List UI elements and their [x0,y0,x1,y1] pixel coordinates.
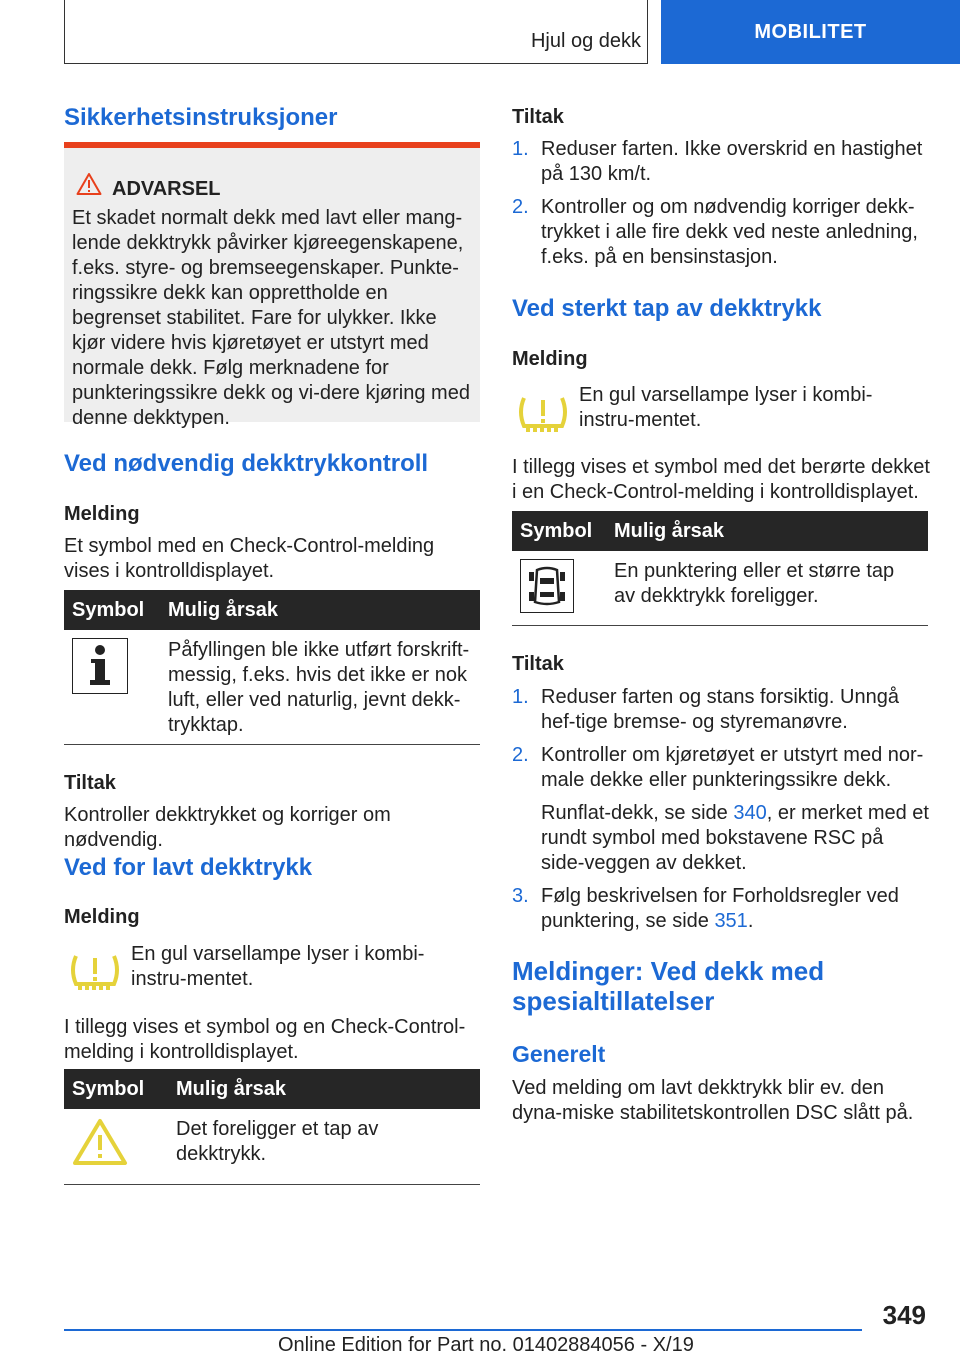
heading-melding-3: Melding [512,348,588,370]
edition-note: Online Edition for Part no. 01402884056 - X/19 [278,1334,694,1356]
warning-triangle-icon [76,172,102,196]
page-number: 349 [882,1300,926,1330]
list-item: 1. Reduser farten og stans forsiktig. Unngå hef-tige bremse- og styremanøvre. [512,686,899,733]
general-text: Ved melding om lavt dekktrykk blir ev. den dyna-miske stabilitetskontrollen DSC slått på. [512,1077,914,1124]
car-tire-icon [520,559,574,613]
page-link-340[interactable]: 340 [733,802,767,824]
list-item: 2. Kontroller og om nødvendig korriger dekk-trykket i alle fire dekk ved neste anledning, f.eks. på en bensinstasjon. [512,196,918,268]
melding-3-extra: I tillegg vises et symbol med det berørte dekket i en Check-Control-melding i kontrolldisplayet. [512,456,930,503]
tiltak-2-list [512,137,930,278]
warning-triangle-icon [72,1117,128,1167]
tire-pressure-warning-icon [516,392,570,438]
table-1-cause: Påfyllingen ble ikke utført forskrift-messig, f.eks. hvis det ikke er nok luft, eller ved naturlig, jevnt dekk-trykktap. [168,639,470,736]
heading-safety: Sikkerhetsinstruksjoner [64,104,338,131]
table-2 [64,1069,480,1182]
table-2-header-symbol: Symbol [64,1069,168,1109]
list-item: 3. Følg beskrivelsen for Forholdsregler ved punktering, se side 351. [512,885,899,932]
melding-2-extra: I tillegg vises et symbol og en Check-Control-melding i kontrolldisplayet. [64,1016,466,1063]
footer-rule [64,1329,862,1331]
table-3-header-cause: Mulig årsak [606,511,928,551]
heading-general: Generelt [512,1041,606,1067]
section-title: Hjul og dekk [530,30,641,52]
tiltak-3-list [512,685,930,942]
heading-low-pressure: Ved for lavt dekktrykk [64,854,313,881]
table-3-cause: En punktering eller et større tap av dekktrykk foreligger. [614,560,895,607]
melding-2-text: En gul varsellampe lyser i kombi-instru-mentet. [131,943,425,990]
melding-1-text: Et symbol med en Check-Control-melding vises i kontrolldisplayet. [64,535,435,582]
table-2-cause: Det foreligger et tap av dekktrykk. [176,1118,379,1165]
info-icon [72,638,128,694]
table-1-divider [64,744,480,745]
heading-melding-1: Melding [64,503,140,525]
table-2-divider [64,1184,480,1185]
heading-tiltak-2: Tiltak [512,106,564,128]
table-1 [64,590,480,746]
runflat-note: Runflat-dekk, se side 340, er merket med et rundt symbol med bokstavene RSC på side-veggen av dekket. [541,802,929,874]
heading-strong-loss: Ved sterkt tap av dekktrykk [512,295,822,322]
tire-pressure-warning-icon [68,950,122,996]
table-3-divider [512,625,928,626]
tiltak-1-text: Kontroller dekktrykket og korriger om nødvendig. [64,804,391,851]
heading-special-tires: Meldinger: Ved dekk med spesialtillatelser [512,956,825,1016]
list-item: 1. Reduser farten. Ikke overskrid en hastighet på 130 km/t. [512,138,923,185]
heading-tiltak-1: Tiltak [64,772,116,794]
page-link-351[interactable]: 351 [714,910,748,932]
table-3-header-symbol: Symbol [512,511,606,551]
table-2-header-cause: Mulig årsak [168,1069,480,1109]
warning-title: ADVARSEL [112,178,221,200]
warning-box [64,142,480,429]
table-1-header-symbol: Symbol [64,590,160,630]
heading-melding-2: Melding [64,906,140,928]
chapter-tab[interactable]: MOBILITET [661,0,960,64]
table-1-header-cause: Mulig årsak [160,590,480,630]
list-item: 2. Kontroller om kjøretøyet er utstyrt med nor-male dekke eller punkteringssikre dekk. [512,744,924,791]
heading-tiltak-3: Tiltak [512,653,564,675]
heading-control: Ved nødvendig dekktrykkontroll [64,450,429,477]
table-3 [512,511,928,621]
melding-3-text: En gul varsellampe lyser i kombi-instru-mentet. [579,384,873,431]
warning-text: Et skadet normalt dekk med lavt eller mang-lende dekktrykk påvirker kjøreegenskapene, f.eks. styre- og bremseegenskaper. Punkte-ringssikre dekk kan opprettholde en begrenset stabilitet. Fare for ulykker. Ikke kjør videre hvis kjøretøyet er utstyrt med normale dekk. Følg merknadene for punkteringssikre dekk og vi-dere kjøring med denne dekktypen. [72,207,470,429]
